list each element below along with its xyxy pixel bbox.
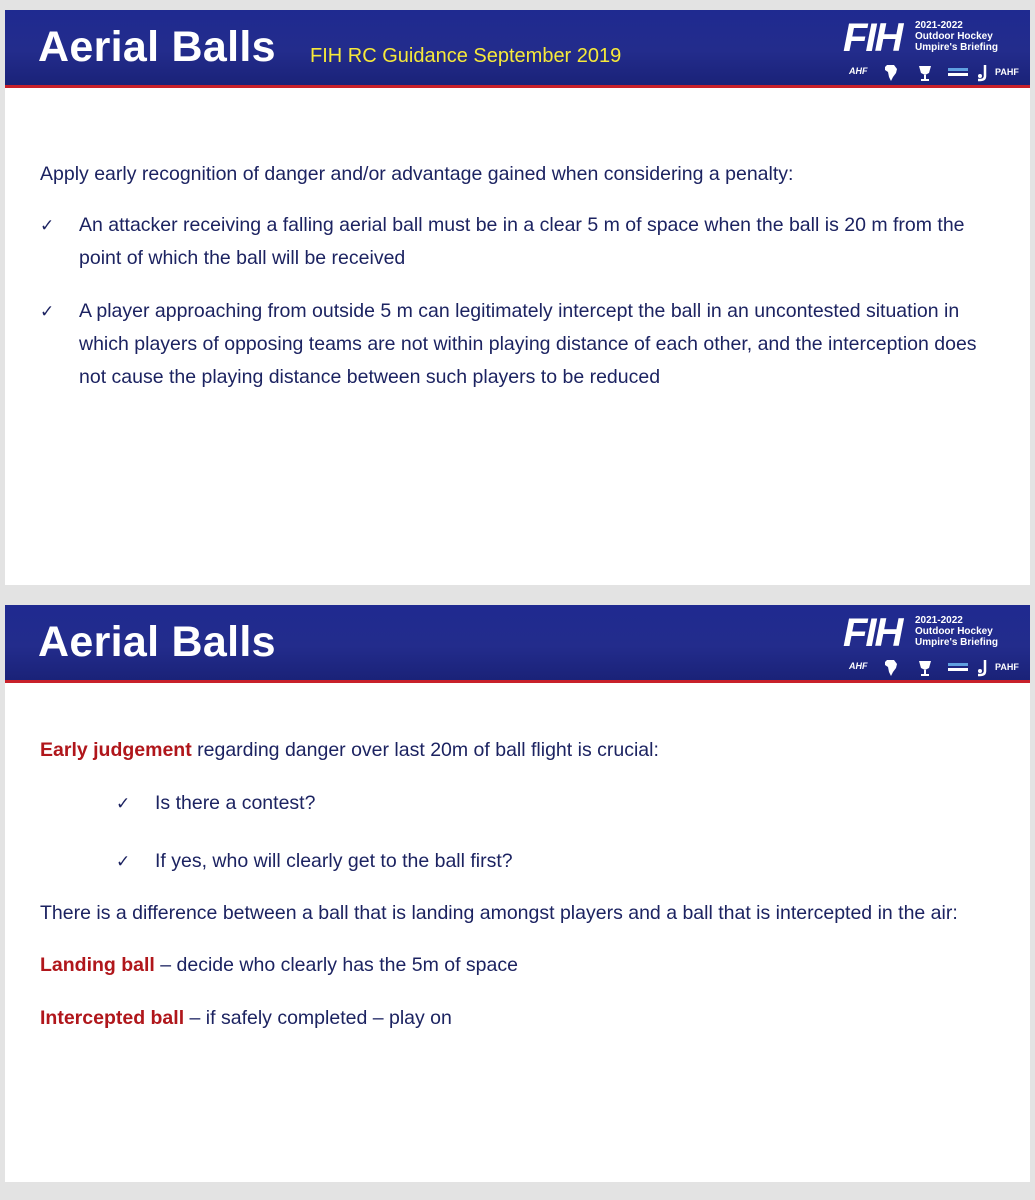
european-trophy-icon [917,659,933,677]
fih-logo-mark: FIH [843,16,902,60]
check-icon: ✓ [40,216,55,235]
briefing-label [915,20,998,53]
briefing-label [915,615,998,648]
briefing-season: 2021-2022 [915,20,963,31]
oceania-hockey-icon [947,659,969,677]
fih-briefing-logo [843,16,1023,84]
slide-1-bullet-text: An attacker receiving a falling aerial ball must be in a clear 5 m of space when the ball is 20 m from the point of which the ball will be received [79,214,965,269]
hockey-stick-icon [975,64,991,82]
landing-ball-text: – decide who clearly has the 5m of space [154,954,518,976]
intercepted-ball-emphasis: Intercepted ball [40,1007,185,1029]
slide-2-title: Aerial Balls [38,618,276,666]
briefing-type: Umpire's Briefing [915,637,998,648]
slide-1-bullet [40,209,1000,275]
european-trophy-icon [917,64,933,82]
confederation-logos [849,64,1019,82]
slide-2-header-banner [5,605,1030,683]
slide-2-intro-text: regarding danger over last 20m of ball flight is crucial: [191,739,659,761]
slide-1-bullet [40,295,1000,394]
question-item [116,787,1000,820]
question-text: Is there a contest? [155,792,316,814]
check-icon: ✓ [116,794,131,813]
pahf-logo: PAHF [995,662,1019,672]
slide-2 [5,605,1030,1182]
hockey-stick-icon [975,659,991,677]
fih-briefing-logo [843,611,1023,679]
slide-1-bullet-text: A player approaching from outside 5 m can legitimately intercept the ball in an uncontested situation in which players of opposing teams are not within playing distance of each other, and the interception does not cause the playing distance between such players to be reduced [79,300,977,388]
check-icon: ✓ [40,302,55,321]
briefing-type: Umpire's Briefing [915,42,998,53]
africa-map-icon [883,659,899,677]
landing-ball-emphasis: Landing ball [40,954,155,976]
slide-1-title: Aerial Balls [38,23,276,71]
slide-2-body [40,734,1000,1035]
slide-1-body [40,158,1000,394]
slide-2-intro [40,734,1000,767]
early-judgement-emphasis: Early judgement [40,739,192,761]
slide-1-subtitle: FIH RC Guidance September 2019 [310,45,622,67]
question-item [116,845,1000,878]
question-text: If yes, who will clearly get to the ball first? [155,850,513,872]
briefing-season: 2021-2022 [915,615,963,626]
ahf-logo: AHF [849,66,868,76]
landing-ball-rule [40,949,1000,982]
briefing-discipline: Outdoor Hockey [915,626,993,637]
ahf-logo: AHF [849,661,868,671]
briefing-discipline: Outdoor Hockey [915,31,993,42]
slide-1-intro: Apply early recognition of danger and/or advantage gained when considering a penalty: [40,163,794,185]
check-icon: ✓ [116,852,131,871]
oceania-hockey-icon [947,64,969,82]
pahf-logo: PAHF [995,67,1019,77]
africa-map-icon [883,64,899,82]
intercepted-ball-text: – if safely completed – play on [184,1007,452,1029]
slide-1-header-banner [5,10,1030,88]
intercepted-ball-rule [40,1002,1000,1035]
slide-1 [5,10,1030,585]
fih-logo-mark: FIH [843,611,902,655]
difference-statement: There is a difference between a ball that is landing amongst players and a ball that is intercepted in the air: [40,902,958,924]
confederation-logos [849,659,1019,677]
